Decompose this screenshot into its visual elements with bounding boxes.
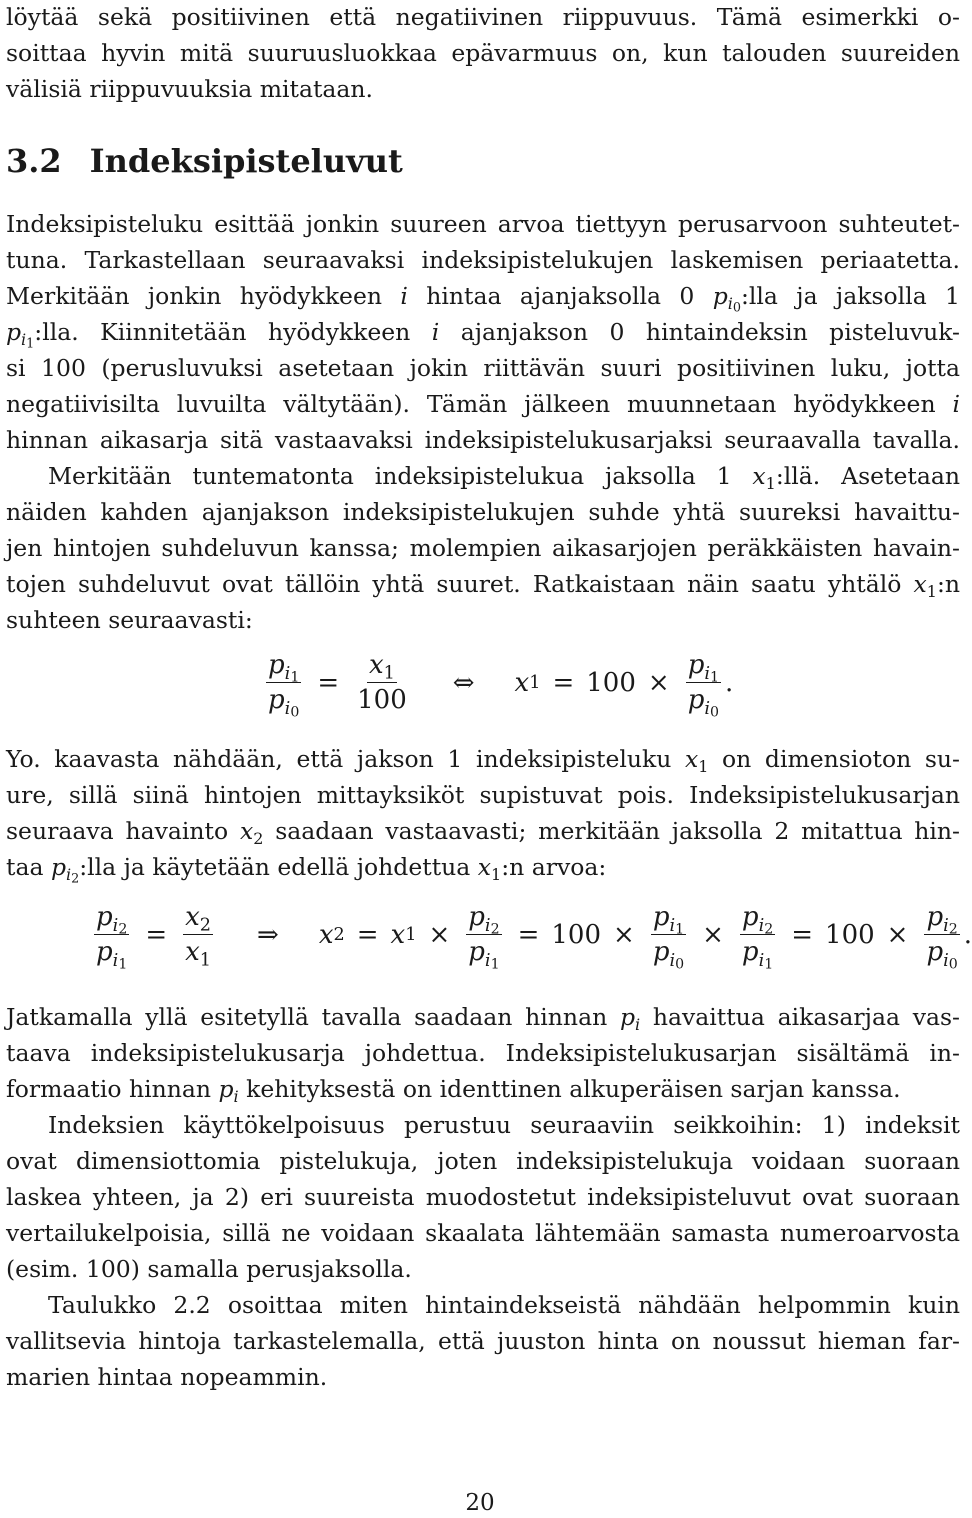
text-line: Yo. kaavasta nähdään, että jakson 1 indeksipisteluku $x_1$ on dimensioton su- xyxy=(6,745,960,777)
text-line: (esim. 100) samalla perusjaksolla. xyxy=(6,1255,412,1283)
text-line: laskea yhteen, ja 2) eri suureista muodostetut indeksipisteluvut ovat suoraan xyxy=(6,1183,960,1211)
fraction: $\frac{p_{i_2}}{p_{i_0}}$ xyxy=(926,902,958,973)
text-line: soittaa hyvin mitä suuruusluokkaa epävarmuus on, kun talouden suureiden xyxy=(6,39,960,67)
implies-arrow: ⇒ xyxy=(257,919,279,950)
text-line: vallitsevia hintoja tarkastelemalla, että juuston hinta on noussut hieman far- xyxy=(6,1327,960,1355)
fraction: $\frac{p_{i_1}}{p_{i_0}}$ xyxy=(268,650,300,721)
section-title: Indeksipisteluvut xyxy=(89,142,403,180)
text-line: Jatkamalla yllä esitetyllä tavalla saadaan hinnan $p_i$ havaittua aikasarjaa vas- xyxy=(6,1003,960,1035)
fraction: $\frac{p_{i_2}}{p_{i_1}}$ xyxy=(741,902,774,973)
section-number: 3.2 xyxy=(6,142,62,180)
fraction: $\frac{p_{i_1}}{p_{i_0}}$ xyxy=(687,650,720,721)
text-line: hinnan aikasarja sitä vastaavaksi indeksipistelukusarjaksi seuraavalla tavalla. xyxy=(6,426,960,454)
text-line: Indeksien käyttökelpoisuus perustuu seuraaviin seikkoihin: 1) indeksit xyxy=(48,1111,960,1139)
text-line: si 100 (perusluvuksi asetetaan jokin riittävän suuri positiivinen luku, jotta xyxy=(6,354,960,382)
fraction: $\frac{p_{i_2}}{p_{i_1}}$ xyxy=(96,902,128,973)
fraction: $\frac{x_2}{x_1}$ xyxy=(185,902,212,971)
text-line: ovat dimensiottomia pistelukuja, joten indeksipistelukuja voidaan suoraan xyxy=(6,1147,960,1175)
fraction: $\frac{p_{i_1}}{p_{i_0}}$ xyxy=(652,902,685,973)
text-line: välisiä riippuvuuksia mitataan. xyxy=(6,75,374,103)
text-line: taa $p_{i_2}:lla$ ja käytetään edellä johdettua $x_1:n$ arvoa: xyxy=(6,853,607,887)
text-line: suhteen seuraavasti: xyxy=(6,606,253,634)
text-line: tojen suhdeluvut ovat tällöin yhtä suuret. Ratkaistaan näin saatu yhtälö $x_1:n$ xyxy=(6,570,960,602)
text-line: vertailukelpoisia, sillä ne voidaan skaalata lähtemään samasta numeroarvosta xyxy=(6,1219,960,1247)
page-number: 20 xyxy=(465,1490,495,1516)
text-line: seuraava havainto $x_2$ saadaan vastaavasti; merkitään jaksolla 2 mitattua hin- xyxy=(6,817,960,849)
text-line: näiden kahden ajanjakson indeksipistelukujen suhde yhtä suureksi havaittu- xyxy=(6,498,960,526)
equation-2: $\frac{p_{i_2}}{p_{i_1}}$ = $\frac{x_2}{x_1}$ ⇒ x 2 = x 1 × $\frac{p_{i_2}}{p_{i_1}}$ = 100 × $\frac{p_{i_1}}{p_{i_0}}$ × $\frac{p_{i_2}}{p_{i_1}}$ = 100 × $\frac{p_{i_2}}{p_{i_0}}$ . xyxy=(96,902,972,973)
text-line: formaatio hinnan $p_i$ kehityksestä on identtinen alkuperäisen sarjan kanssa. xyxy=(6,1075,901,1107)
text-line: Merkitään tuntematonta indeksipistelukua jaksolla 1 $x_1:llä$. Asetetaan xyxy=(48,462,960,494)
text-line: negatiivisilta luvuilta vältytään). Tämän jälkeen muunnetaan hyödykkeen i xyxy=(6,390,960,418)
text-line: taava indeksipistelukusarja johdettua. Indeksipistelukusarjan sisältämä in- xyxy=(6,1039,960,1067)
text-line: tuna. Tarkastellaan seuraavaksi indeksipistelukujen laskemisen periaatetta. xyxy=(6,246,960,274)
text-line: Indeksipisteluku esittää jonkin suureen arvoa tiettyyn perusarvoon suhteutet- xyxy=(6,210,960,238)
iff-arrow: ⇔ xyxy=(452,667,475,698)
text-line: löytää sekä positiivinen että negatiivinen riippuvuus. Tämä esimerkki o- xyxy=(6,3,960,31)
text-line: Merkitään jonkin hyödykkeen i hintaa ajanjaksolla 0 $p_{i_0}:lla$ ja jaksolla 1 xyxy=(6,282,961,316)
fraction: $\frac{p_{i_2}}{p_{i_1}}$ xyxy=(468,902,500,973)
text-line: ure, sillä siinä hintojen mittayksiköt supistuvat pois. Indeksipistelukusarjan xyxy=(6,781,960,809)
text-line: Taulukko 2.2 osoittaa miten hintaindekseistä nähdään helpommin kuin xyxy=(48,1291,960,1319)
text-line: $p_{i_1}:lla$. Kiinnitetään hyödykkeen i ajanjakson 0 hintaindeksin pisteluvuk- xyxy=(6,318,960,352)
section-heading xyxy=(6,142,403,180)
fraction: $\frac{x_1}{100}$ xyxy=(357,650,407,715)
text-line: jen hintojen suhdeluvun kanssa; molempien aikasarjojen peräkkäisten havain- xyxy=(6,534,960,562)
equation-1: $\frac{p_{i_1}}{p_{i_0}}$ = $\frac{x_1}{100}$ ⇔ x 1 = 100 × $\frac{p_{i_1}}{p_{i_0}}$ . xyxy=(268,650,734,721)
text-line: marien hintaa nopeammin. xyxy=(6,1363,328,1391)
